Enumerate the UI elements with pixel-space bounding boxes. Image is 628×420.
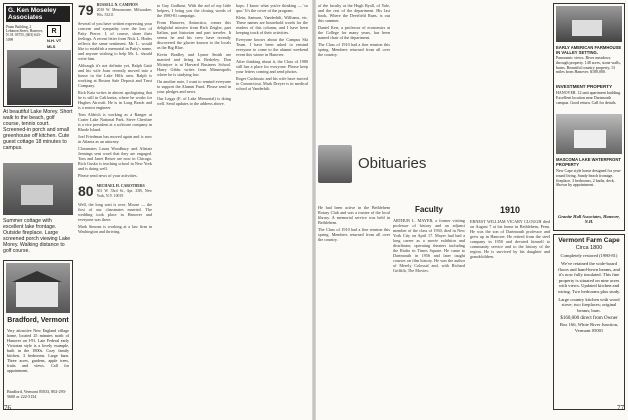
cape-price: $160,000 direct from Owner	[560, 316, 618, 322]
left-obit-column	[318, 205, 390, 410]
page-number-left: 76	[4, 404, 11, 412]
lake-photo	[556, 114, 622, 154]
year-1910-heading: 1910	[499, 205, 521, 215]
class-80-p1: Well, the long wait is over. Moose — the first of our classmates married. The wedding took place in Hanover and everyone was there.	[78, 202, 152, 222]
obituaries-banner	[318, 145, 466, 205]
page-number-right: 77	[617, 404, 624, 412]
col2-p1: of the faculty at the Hugh Ryall, of Yale, and the rest of the department. His last book, Where the Deerfield Runs, is out this summer.	[318, 3, 390, 23]
faculty-text: ARTHUR L. MAYER, a former visiting professor of history and an adjunct member of the class of 1930, died in New York City on April 17. Mayer had had a long career as a movie exhibitor and distributor, operating theaters including the Rialto in Times Square. He came to Dartmouth in 1956 and later taught courses on film history. He was the author of Merely Colossal and, with Richard Griffith, The Movies.	[393, 218, 465, 273]
class-79-p7: Please send news of your activities.	[78, 173, 138, 178]
lake-body: New Cape style home designed for year-round living. Sandy beach frontage, fireplace, 3 bedrooms, 2 baths, deck. Shown by appointment.	[556, 168, 622, 188]
right-col-p1: kops. I know what you're thinking — 'so quo.' It's the cover of the program.	[236, 3, 308, 13]
bradford-body: Very attractive New England village home, located 25 minutes north of Hanover on I-91. Late Federal early Victorian style is a lovely example, built in the 1800s. Cozy family kitchen, 3 bedrooms. Large barn. Three acres, gardens, apple trees, fruits and views. Call for appointment.	[7, 328, 69, 373]
cape-title: Vermont Farm Cape	[558, 237, 620, 244]
bradford-house-photo	[6, 263, 70, 313]
farmhouse-ad	[553, 3, 625, 231]
col-continued: The Class of 1910 had a fine reunion this spring. Members returned from all over the country.	[318, 227, 390, 242]
realtor-logo-icon: R	[47, 25, 61, 37]
mid-p3: Kevin Bradley and Lynne Smith are married and living in Berkeley. Don Mcintyre is at Harvard Business School. Harry Gibbs writes from Minneapolis where he is studying law.	[157, 52, 231, 77]
investment-title: INVESTMENT PROPERTY	[556, 84, 613, 89]
class-79-p1: Several of you have written expressing your concern and sympathy over the loss of Patty Pierce. I, of course, share their feelings. A recent letter from Nick L. Hodes reflects the same sentiment. Mr. L. would like to establish a memorial in Patty's name, and anyone wishing to help Mr. L. should write him.	[78, 21, 152, 61]
mid-p4: On another note, I want to remind everyone to support the Alumni Fund. Please send in your pledges and news.	[157, 79, 231, 94]
moseley-title: G. Ken Moseley Associates	[6, 6, 70, 22]
cottage-photo	[3, 163, 73, 215]
left-mid-column	[157, 3, 231, 413]
farmhouse-photo	[556, 6, 622, 42]
col2-p3: The Class of 1910 had a fine reunion this spring. Members returned from all over the country.	[318, 42, 390, 57]
mid-p1: to Guy Godbout. With the aid of my little helpers, I bring you the closing words of the 1980-81 campaign.	[157, 3, 231, 18]
nh-vt-tag: N.H. VT	[47, 38, 62, 43]
right-col-p5: Roger Cuchiusio and his wife have moved to Connecticut. Mark Dreyer is in medical school at Vanderbilt.	[236, 76, 308, 91]
farmhouse-title: EARLY AMERICAN FARMHOUSE IN VALLEY SETTING.	[556, 45, 622, 55]
cape-note: Completely restored (1980-81)	[560, 253, 618, 258]
moseley-house-photo	[7, 50, 71, 105]
vermont-cape-ad	[553, 234, 625, 410]
class-79-p4: Tom Aldrich is working as a Ranger at Crater Lake National Park. Steve Cheshire is a vice president at a software company in Rhode Island.	[78, 112, 152, 132]
bradford-ad	[3, 260, 73, 410]
cape-box: Box 166, White River Junction, Vermont 05001	[559, 322, 619, 333]
left-page	[0, 0, 313, 420]
mls-tag: MLS	[47, 44, 56, 49]
bradford-contact: Bradford, Vermont 05033, 802-293-5600 or 222-5154	[7, 389, 67, 399]
dartmouth-seal-icon	[318, 145, 352, 183]
class-79-numeral: 79	[78, 3, 94, 18]
class-80-address: 301 W. 53rd St., Apt. 25B, New York, N.Y. 10019	[96, 189, 152, 198]
left-right-column	[236, 3, 308, 413]
class-80-p2: Mark Simons is working at a law firm in Washington and thriving.	[78, 224, 152, 234]
col2-p2: Daniel Kerr, a professor of economics at the College for many years, has been named chair of the department.	[318, 25, 390, 40]
class-80-numeral: 80	[78, 183, 94, 199]
cape-subtitle: Circa 1800	[575, 244, 603, 251]
cape-body: We've retained the wide-board floors and hand-hewn beams, and it's now fully insulated. This fine property is situated on nine acres with views. Updated kitchen and wiring. Two bedrooms plus study.	[557, 261, 621, 294]
moseley-listing-1: At beautiful Lake Morey. Short walk to the beach, golf course, tennis court. Screened-in porch and small greenhouse off kitchen. Cute guest cottage 18 minutes to campus.	[3, 109, 73, 151]
class-79-p3: Rick Katz writes in almost apologizing that he is still in California, where he works for Hughes Aircraft. He is in Long Beach and is a senior engineer.	[78, 90, 152, 110]
year-1910-section	[470, 205, 550, 410]
class-80-secretary: MICHAEL H. CAROTHERS	[96, 184, 145, 188]
moseley-listing-2: Summer cottage with excellent lake frontage. Outside fireplace. Large screened porch viewing Lake Morey. Walking distance to golf course.	[3, 218, 71, 254]
class-79-p2: Although it's not definite yet, Ralph Gatti and his wife Joan recently moved into a house in the Lake Hills area. Ralph is working at Boston Safe Deposit and Trust Company.	[78, 63, 152, 88]
broker-name: Granite Hall Associates, Hanover, N.H.	[558, 214, 620, 224]
bradford-title: Bradford, Vermont	[7, 317, 69, 324]
cape-features: Large country kitchen with wood stove; two fireplaces; original beams; barn.	[558, 296, 620, 313]
mid-p2: From Hanover, Antarctica, comes this delightful missive from Rich Zeigler, part Italian, part historian and part traveler. It seems he and his crew have recently discovered the glacier known to the locals as the Big Blue.	[157, 20, 231, 50]
class-79-secretary: RUSSELL N. CAMPION	[96, 3, 138, 7]
moseley-address: Piano Building, 2 Lebanon Street, Hanover, N. H. 03755, (603) 643-1099	[6, 25, 43, 42]
right-col-p2: Klein, Samson, Vanderbilt, Williams, etc. These names are household words for the readers of this column, and I have been keeping track of their activities.	[236, 15, 308, 35]
faculty-heading: Faculty	[414, 205, 443, 214]
class-79-column	[78, 3, 152, 413]
class-79-p6: Classmates Laura Woodbury and Alistair Jennings sent word that they are engaged. Tom and Janet Reiser are now in Chicago. Rich Gusko is teaching school in New York and is doing well.	[78, 146, 152, 171]
right-col-p4: After thinking about it, the Class of 1980 still has a place for everyone. Please keep your letters coming and send photos.	[236, 59, 308, 74]
lake-title: MASCOMA LAKE WATERFRONT PROPERTY	[556, 157, 621, 167]
moseley-ad	[3, 3, 73, 107]
farmhouse-body: Panoramic views. River meadows through property. 148 acres, stone walls, barns. Beautiful country property, 13 miles from Hanover. $180,000.	[556, 55, 621, 75]
year-1910-text: ERNEST WILLIAM VICARY CLOUGH died on August 7 at his home in Bethlehem, Penn. He was the son of Dartmouth professor and grew up in Hanover. He retired from the steel company in 1950 and devoted himself to community service and to the history of the region. He is survived by his daughter and grandchildren.	[470, 219, 550, 259]
obituaries-title: Obituaries	[358, 155, 427, 172]
investment-body: HANOVER. 12 unit apartment building. Excellent location near Dartmouth campus. Good return. Call for details.	[556, 90, 622, 105]
faculty-section	[393, 205, 465, 410]
mid-p5: Our Leggs (E. of Lake Memorial) is doing well. Send updates to the address above.	[157, 96, 231, 106]
more-obit-text: He had been active in the Bethlehem Rotary Club and was a trustee of the local library. A memorial service was held in Bethlehem.	[318, 205, 390, 225]
class-79-p5: Joel Friedman has moved again and is now in Atlanta as an attorney.	[78, 134, 152, 144]
right-col-p3: Everyone knows about the Campus Ski Team. I have been asked to remind everyone to come to the alumni weekend event this winter in Hanover.	[236, 37, 308, 57]
class-79-address: 2010 W. Menomonee, Milwaukee, Wis. 53211	[96, 8, 152, 17]
right-page	[315, 0, 628, 420]
